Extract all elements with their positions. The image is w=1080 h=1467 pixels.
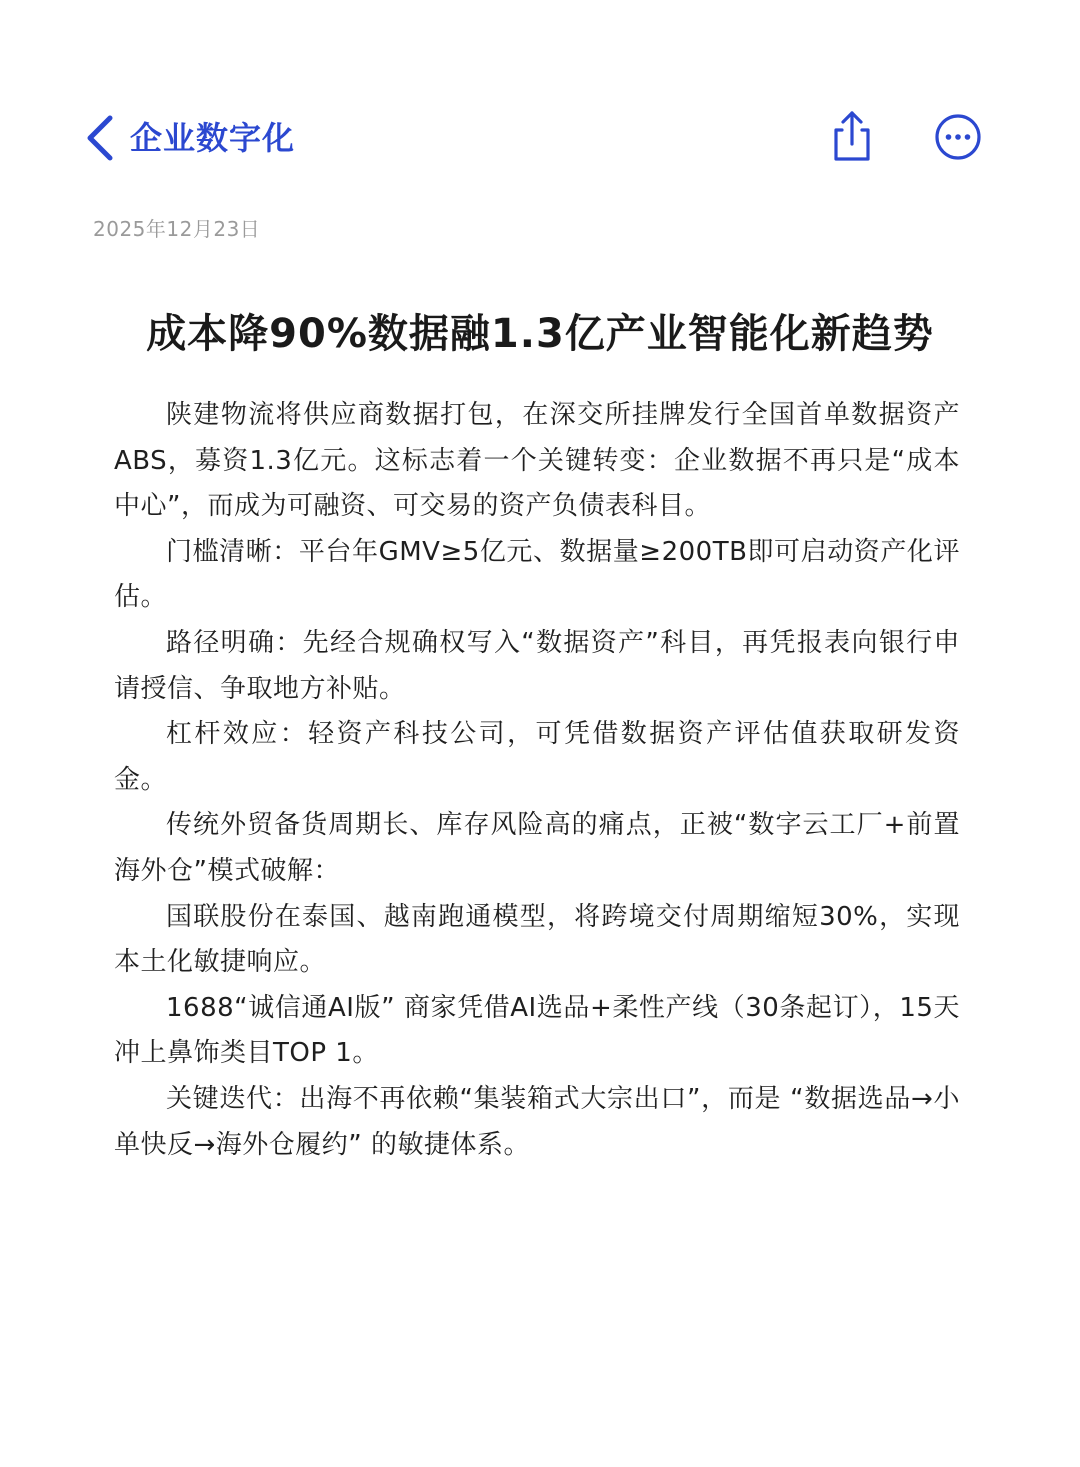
navigation-bar: [0, 96, 1080, 180]
share-button[interactable]: [826, 108, 878, 164]
share-icon: [826, 108, 878, 164]
article-paragraph: 门槛清晰：平台年GMV≥5亿元、数据量≥200TB即可启动资产化评估。: [114, 536, 960, 613]
article-title: 成本降90%数据融1.3亿产业智能化新趋势: [146, 311, 934, 357]
chevron-left-icon: [82, 110, 126, 166]
article-paragraph: 国联股份在泰国、越南跑通模型，将跨境交付周期缩短30%，实现本土化敏捷响应。: [114, 901, 960, 978]
page-title: 企业数字化: [130, 119, 296, 157]
article-paragraph: 关键迭代：出海不再依赖“集装箱式大宗出口”，而是 “数据选品→小单快反→海外仓履约” 的敏捷体系。: [114, 1083, 960, 1160]
more-button[interactable]: [933, 112, 983, 162]
back-button[interactable]: [82, 110, 126, 166]
article-paragraph: 1688“诚信通AI版” 商家凭借AI选品+柔性产线（30条起订），15天冲上鼻饰类目TOP 1。: [114, 992, 960, 1069]
article-paragraph: 陕建物流将供应商数据打包，在深交所挂牌发行全国首单数据资产ABS，募资1.3亿元。这标志着一个关键转变：企业数据不再只是“成本中心”，而成为可融资、可交易的资产负债表科目。: [114, 400, 960, 522]
article-paragraph: 路径明确：先经合规确权写入“数据资产”科目，再凭报表向银行申请授信、争取地方补贴。: [114, 627, 960, 704]
article-paragraph: 杠杆效应：轻资产科技公司，可凭借数据资产评估值获取研发资金。: [114, 719, 960, 795]
article-paragraph: 传统外贸备货周期长、库存风险高的痛点，正被“数字云工厂+前置海外仓”模式破解：: [114, 810, 960, 886]
article-body: [114, 393, 960, 1168]
publish-date: 2025年12月23日: [93, 217, 261, 241]
more-horizontal-icon: [933, 112, 983, 162]
